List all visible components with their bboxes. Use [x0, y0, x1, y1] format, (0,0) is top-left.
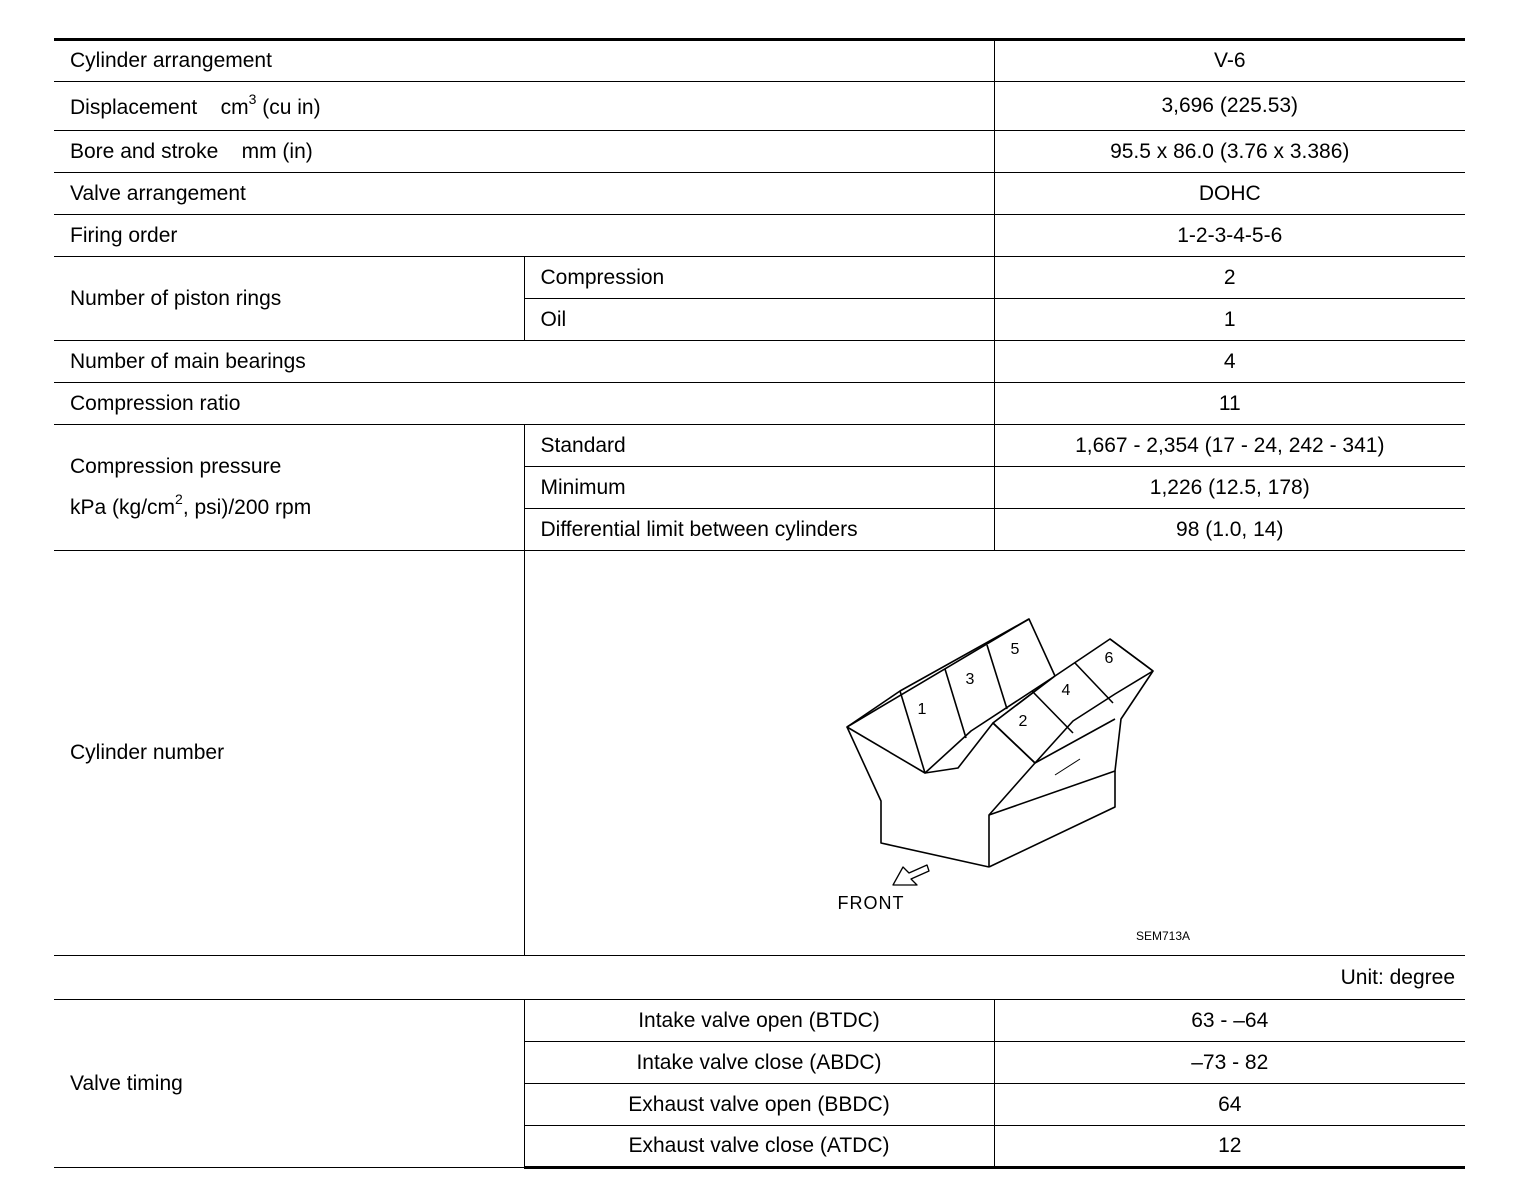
- valve-timing-label: Valve timing: [54, 1000, 524, 1168]
- valve-timing-item-label: Intake valve open (BTDC): [524, 1000, 994, 1042]
- compression-pressure-unit-sup: 2: [175, 491, 183, 507]
- valve-timing-item-value: –73 - 82: [994, 1042, 1465, 1084]
- compression-differential-label: Differential limit between cylinders: [524, 509, 994, 551]
- cylinder-label-6: 6: [1104, 650, 1113, 667]
- row-compression-ratio: [54, 383, 1465, 425]
- row-cylinder-arrangement: [54, 40, 1465, 82]
- cylinder-label-1: 1: [917, 701, 926, 718]
- compression-pressure-unit-post: , psi)/200 rpm: [182, 496, 312, 519]
- block-front-edge: [989, 763, 1035, 867]
- row-valve-arrangement: [54, 173, 1465, 215]
- displacement-unit-pre: cm: [220, 95, 249, 119]
- row-displacement: [54, 82, 1465, 131]
- compression-pressure-unit-pre: kPa (kg/cm: [70, 496, 176, 519]
- bore-stroke-unit: mm (in): [241, 139, 313, 163]
- row-cylinder-number: [54, 551, 1465, 956]
- figure-code: SEM713A: [1135, 929, 1190, 943]
- piston-rings-compression-label: Compression: [524, 257, 994, 299]
- piston-rings-oil-value: 1: [994, 299, 1465, 341]
- compression-pressure-label-cell: [54, 425, 524, 551]
- valve-timing-item-label: Intake valve close (ABDC): [524, 1042, 994, 1084]
- row-bore-stroke: [54, 131, 1465, 173]
- v6-engine-diagram: [525, 551, 1466, 955]
- cylinder-number-label: Cylinder number: [54, 551, 524, 956]
- compression-minimum-label: Minimum: [524, 467, 994, 509]
- valve-arrangement-label: Valve arrangement: [54, 173, 994, 215]
- compression-ratio-value: 11: [994, 383, 1465, 425]
- firing-order-value: 1-2-3-4-5-6: [994, 215, 1465, 257]
- main-bearings-label: Number of main bearings: [54, 341, 994, 383]
- valve-timing-item-value: 64: [994, 1084, 1465, 1126]
- cylinder-arrangement-value: V-6: [994, 40, 1465, 82]
- compression-differential-value: 98 (1.0, 14): [994, 509, 1465, 551]
- row-piston-rings-compression: [54, 257, 1465, 299]
- valve-timing-item-label: Exhaust valve open (BBDC): [524, 1084, 994, 1126]
- valve-timing-item-value: 63 - –64: [994, 1000, 1465, 1042]
- row-firing-order: [54, 215, 1465, 257]
- valve-timing-item-value: 12: [994, 1126, 1465, 1168]
- compression-ratio-label: Compression ratio: [54, 383, 994, 425]
- displacement-unit-sup: 3: [248, 90, 257, 107]
- bore-stroke-label-cell: [54, 131, 994, 173]
- compression-minimum-value: 1,226 (12.5, 178): [994, 467, 1465, 509]
- row-main-bearings: [54, 341, 1465, 383]
- valve-arrangement-value: DOHC: [994, 173, 1465, 215]
- compression-pressure-label-line1: Compression pressure: [70, 455, 282, 478]
- block-bottom-right: [989, 771, 1115, 867]
- row-valve-timing-0: [54, 1000, 1465, 1042]
- displacement-label: Displacement: [70, 95, 198, 119]
- piston-rings-oil-label: Oil: [524, 299, 994, 341]
- firing-order-label: Firing order: [54, 215, 994, 257]
- cylinder-label-5: 5: [1010, 641, 1019, 658]
- bore-stroke-label: Bore and stroke: [70, 139, 219, 163]
- valve-timing-item-label: Exhaust valve close (ATDC): [524, 1126, 994, 1168]
- compression-standard-value: 1,667 - 2,354 (17 - 24, 242 - 341): [994, 425, 1465, 467]
- engine-spec-table: [54, 38, 1465, 1169]
- cylinder-arrangement-label: Cylinder arrangement: [54, 40, 994, 82]
- compression-standard-label: Standard: [524, 425, 994, 467]
- bore-stroke-value: 95.5 x 86.0 (3.76 x 3.386): [994, 131, 1465, 173]
- cylinder-label-2: 2: [1018, 713, 1027, 730]
- cylinder-diagram-cell: [524, 551, 1465, 956]
- displacement-label-cell: [54, 82, 994, 131]
- front-label: FRONT: [837, 893, 904, 913]
- main-bearings-value: 4: [994, 341, 1465, 383]
- row-unit-note: [54, 956, 1465, 1000]
- unit-note: Unit: degree: [54, 956, 1465, 1000]
- cylinder-label-3: 3: [965, 671, 974, 688]
- cylinder-label-4: 4: [1061, 682, 1070, 699]
- displacement-unit-post: (cu in): [262, 95, 321, 119]
- displacement-value: 3,696 (225.53): [994, 82, 1465, 131]
- hidden-line: [1055, 759, 1080, 775]
- piston-rings-compression-value: 2: [994, 257, 1465, 299]
- row-compression-standard: [54, 425, 1465, 467]
- front-arrow-icon: [893, 865, 929, 885]
- piston-rings-label: Number of piston rings: [54, 257, 524, 341]
